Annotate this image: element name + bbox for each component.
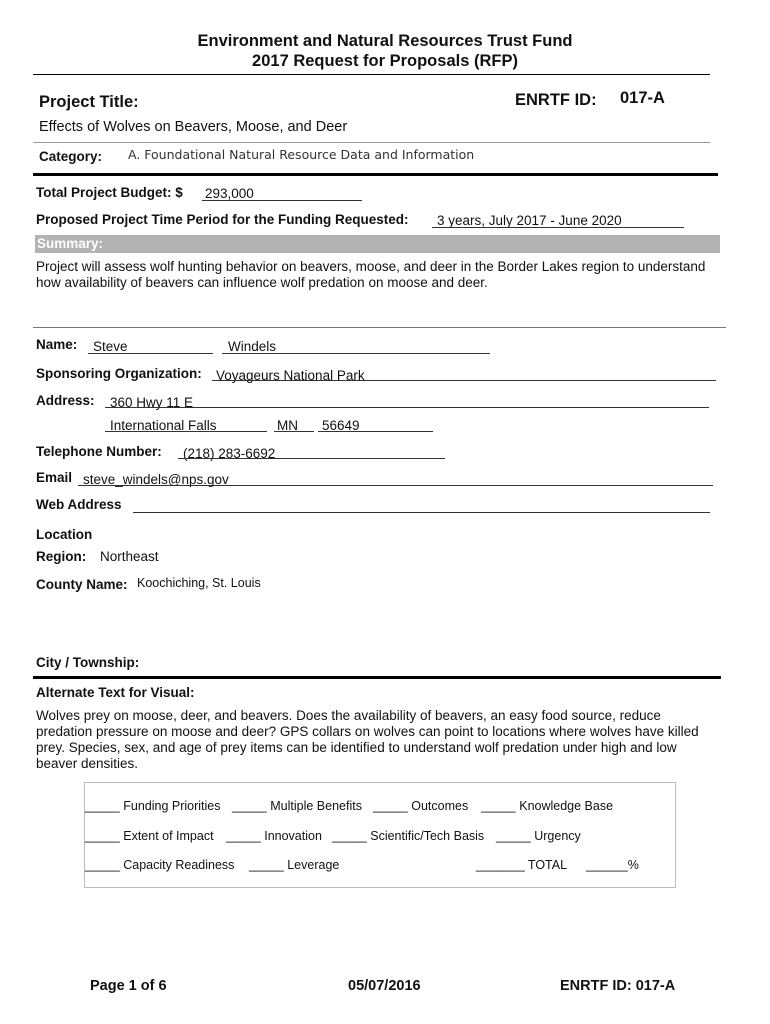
section-rule-1 (33, 173, 718, 176)
score-knowledge-base: _____ Knowledge Base (481, 799, 614, 813)
score-total: _______ TOTAL (476, 858, 568, 872)
first-name-value[interactable]: Steve (93, 339, 128, 354)
score-funding-priorities: _____ Funding Priorities (85, 799, 221, 813)
score-urgency: _____ Urgency (496, 829, 581, 843)
enrtf-id-value: 017-A (620, 89, 665, 107)
zip-value[interactable]: 56649 (322, 418, 360, 433)
score-leverage: _____ Leverage (249, 858, 340, 872)
county-label: County Name: (36, 577, 128, 592)
last-name-underline (222, 353, 490, 354)
zip-underline (318, 431, 433, 432)
budget-underline (202, 200, 362, 201)
score-innovation: _____ Innovation (226, 829, 322, 843)
score-outcomes: _____ Outcomes (373, 799, 469, 813)
phone-label: Telephone Number: (36, 444, 162, 459)
org-label: Sponsoring Organization: (36, 366, 202, 381)
summary-bar (35, 235, 720, 253)
visual-text: Wolves prey on moose, deer, and beavers. Does the availability of beavers, an easy food source, reduce predation pressure on moose and deer? GPS collars on wolves can point to locations where wolves have killed prey. Species, sex, and age of prey items can be identified to understand wolf predation under high and low beaver densities. (36, 708, 699, 771)
footer-date: 05/07/2016 (348, 978, 421, 994)
phone-underline (178, 458, 445, 459)
state-value[interactable]: MN (277, 418, 298, 433)
email-value[interactable]: steve_windels@nps.gov (83, 472, 229, 487)
score-extent-of-impact: _____ Extent of Impact (85, 829, 214, 843)
email-underline (78, 485, 713, 486)
budget-label: Total Project Budget: $ (36, 185, 183, 200)
web-underline (133, 512, 710, 513)
first-name-underline (88, 353, 213, 354)
budget-value[interactable]: 293,000 (205, 186, 254, 201)
city-value[interactable]: International Falls (110, 418, 217, 433)
enrtf-id-label: ENRTF ID: (515, 91, 597, 109)
period-underline (432, 227, 684, 228)
section-rule-2 (33, 676, 721, 679)
last-name-value[interactable]: Windels (228, 339, 277, 354)
score-multiple-benefits: _____ Multiple Benefits (232, 799, 362, 813)
state-underline (274, 431, 314, 432)
header-rule (33, 74, 710, 75)
summary-text: Project will assess wolf hunting behavior on beavers, moose, and deer in the Border Lakes region to understand how availability of beavers can influence wolf predation on moose and deer. (36, 259, 706, 290)
city-underline (105, 431, 267, 432)
email-label: Email (36, 470, 73, 485)
name-label: Name: (36, 337, 78, 352)
category-value: A. Foundational Natural Resource Data and Information (128, 147, 475, 162)
location-heading: Location (36, 527, 93, 542)
title-divider (33, 142, 710, 143)
street-value[interactable]: 360 Hwy 11 E (110, 395, 194, 410)
street-underline (105, 407, 709, 408)
period-value[interactable]: 3 years, July 2017 - June 2020 (437, 213, 622, 228)
org-value[interactable]: Voyageurs National Park (216, 368, 365, 383)
score-capacity-readiness: _____ Capacity Readiness (85, 858, 235, 872)
header-title: Environment and Natural Resources Trust Fund (197, 32, 573, 50)
org-underline (212, 380, 716, 381)
city-township-label: City / Township: (36, 655, 140, 670)
footer-page: Page 1 of 6 (90, 978, 167, 994)
scoring-box (84, 782, 676, 888)
project-title-value: Effects of Wolves on Beavers, Moose, and Deer (39, 119, 348, 135)
phone-value[interactable]: (218) 283-6692 (183, 446, 276, 461)
header-subtitle: 2017 Request for Proposals (RFP) (252, 52, 518, 70)
footer-id: ENRTF ID: 017-A (560, 978, 676, 994)
summary-divider (33, 327, 726, 328)
region-value: Northeast (100, 549, 159, 564)
county-value: Koochiching, St. Louis (137, 576, 261, 590)
category-label: Category: (39, 149, 103, 164)
visual-label: Alternate Text for Visual: (36, 685, 195, 700)
score-scientific-basis: _____ Scientific/Tech Basis (332, 829, 485, 843)
web-label: Web Address (36, 497, 122, 512)
period-label: Proposed Project Time Period for the Funding Requested: (36, 212, 409, 227)
address-label: Address: (36, 393, 95, 408)
summary-label: Summary: (37, 236, 104, 251)
project-title-label: Project Title: (39, 93, 139, 111)
score-percent: ______% (586, 858, 639, 872)
region-label: Region: (36, 549, 87, 564)
